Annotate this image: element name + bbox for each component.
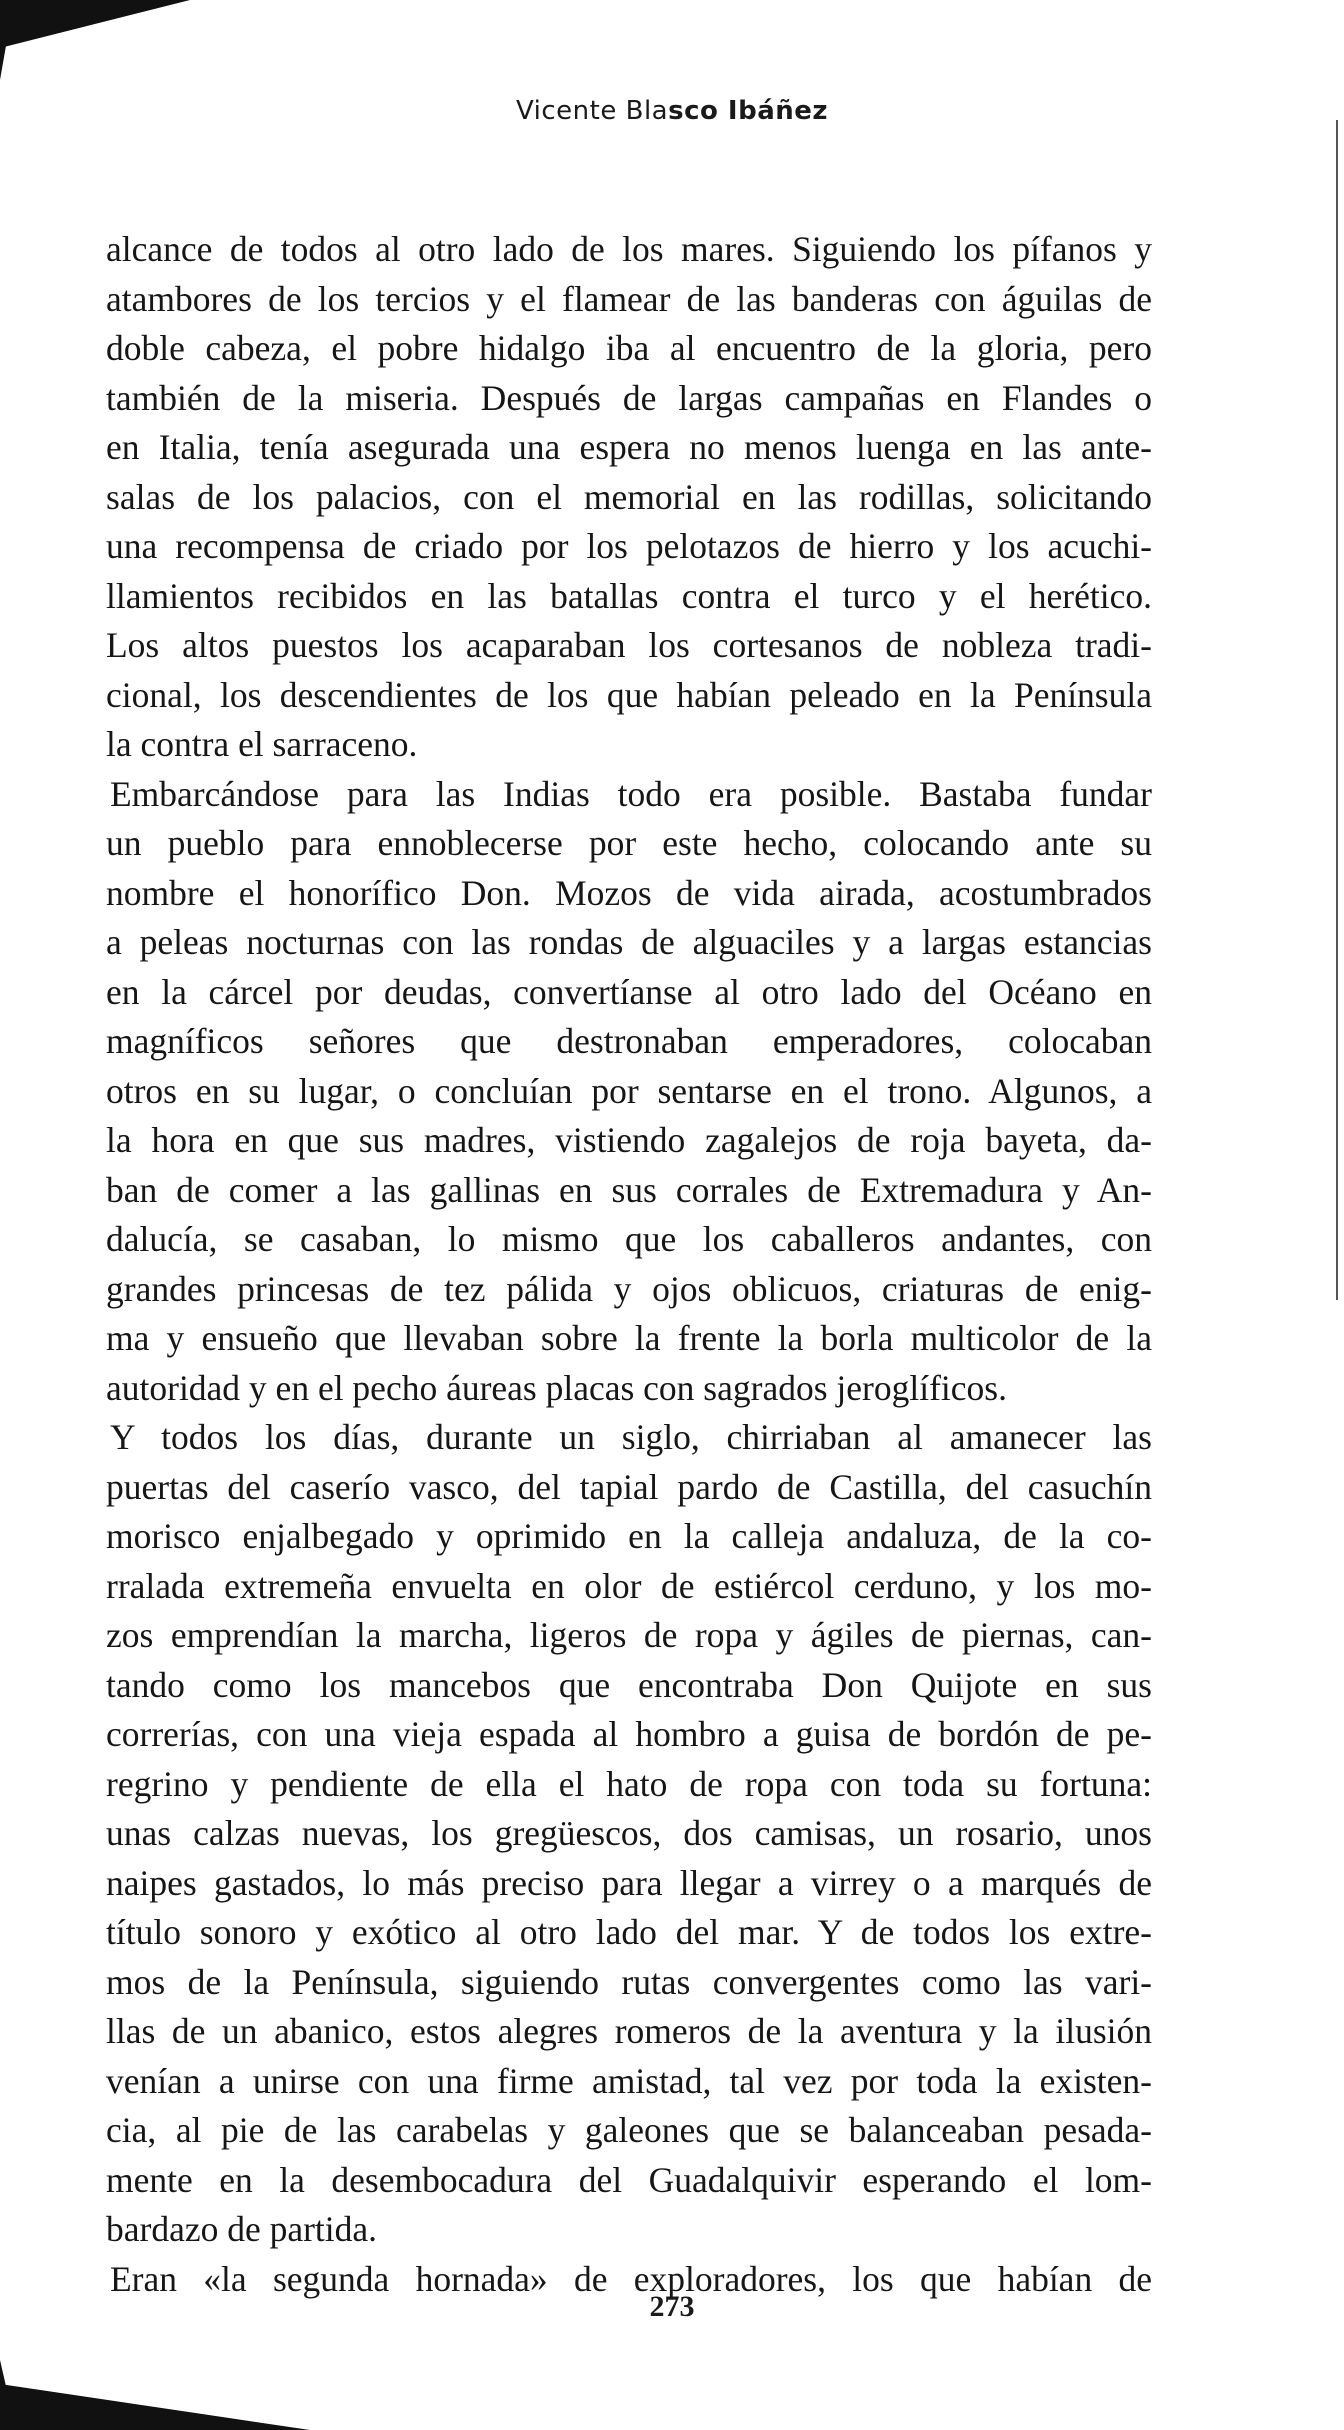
text-line: Eran «la segunda hornada» de exploradores, los que habían de [110, 2258, 1152, 2299]
text-line: mos de la Península, siguiendo rutas convergentes como las vari- [106, 1961, 1152, 2002]
text-line: cia, al pie de las carabelas y galeones que se balanceaban pesada- [106, 2110, 1152, 2150]
running-header [0, 96, 1344, 126]
header-author-last: sco Ibáñez [668, 96, 829, 126]
text-line: dalucía, se casaban, lo mismo que los caballeros andantes, con [106, 1219, 1152, 1259]
text-line: Y todos los días, durante un siglo, chirriaban al amanecer las [110, 1417, 1152, 1457]
text-line: título sonoro y exótico al otro lado del mar. Y de todos los extre- [106, 1912, 1152, 1952]
text-line: rralada extremeña envuelta en olor de estiércol cerduno, y los mo- [106, 1565, 1152, 1606]
text-line: regrino y pendiente de ella el hato de ropa con toda su fortuna: [106, 1763, 1152, 1804]
text-line: también de la miseria. Después de largas campañas en Flandes o [106, 377, 1152, 418]
scan-shadow-top-left-edge [0, 0, 14, 80]
text-line: en la cárcel por deudas, convertíanse al otro lado del Océano en [106, 971, 1152, 1012]
text-line: magníficos señores que destronaban emperadores, colocaban [106, 1021, 1152, 1061]
text-line: un pueblo para ennoblecerse por este hecho, colocando ante su [106, 823, 1152, 863]
text-line: Los altos puestos los acaparaban los cortesanos de nobleza tradi- [106, 625, 1152, 665]
text-line: una recompensa de criado por los pelotazos de hierro y los acuchi- [106, 526, 1152, 566]
scan-shadow-bottom-left-edge [0, 2360, 16, 2430]
text-line: tando como los mancebos que encontraba Don Quijote en sus [106, 1664, 1152, 1705]
text-line: la hora en que sus madres, vistiendo zagalejos de roja bayeta, da- [106, 1120, 1152, 1160]
text-line: venían a unirse con una firme amistad, tal vez por toda la existen- [106, 2060, 1152, 2101]
text-line: morisco enjalbegado y oprimido en la calleja andaluza, de la co- [106, 1516, 1152, 1556]
text-line: atambores de los tercios y el flamear de las banderas con águilas de [106, 278, 1152, 319]
text-line: mente en la desembocadura del Guadalquivir esperando el lom- [106, 2159, 1152, 2200]
scan-shadow-top-left [0, 0, 190, 48]
text-line: grandes princesas de tez pálida y ojos oblicuos, criaturas de enig- [106, 1268, 1152, 1309]
header-author-first: Vicente Bla [515, 96, 669, 126]
text-line: la contra el sarraceno. [106, 724, 418, 764]
page-number: 273 [649, 2290, 695, 2323]
text-line: doble cabeza, el pobre hidalgo iba al encuentro de la gloria, pero [106, 328, 1152, 368]
text-line: ma y ensueño que llevaban sobre la frente la borla multicolor de la [106, 1318, 1152, 1358]
text-line: ban de comer a las gallinas en sus corrales de Extremadura y An- [106, 1169, 1152, 1210]
text-line: unas calzas nuevas, los gregüescos, dos camisas, un rosario, unos [106, 1813, 1152, 1853]
scan-shadow-bottom-left [0, 2384, 310, 2430]
text-line: en Italia, tenía asegurada una espera no menos luenga en las ante- [106, 427, 1152, 467]
body-text [106, 225, 1152, 2304]
text-line: llamientos recibidos en las batallas contra el turco y el herético. [106, 575, 1152, 616]
text-line: Embarcándose para las Indias todo era posible. Bastaba fundar [110, 773, 1152, 814]
text-line: otros en su lugar, o concluían por sentarse en el trono. Algunos, a [106, 1070, 1152, 1111]
text-line: cional, los descendientes de los que habían peleado en la Península [106, 674, 1152, 715]
text-line: autoridad y en el pecho áureas placas con sagrados jeroglíficos. [106, 1367, 1007, 1408]
text-line: nombre el honorífico Don. Mozos de vida airada, acostumbrados [106, 872, 1152, 913]
text-line: zos emprendían la marcha, ligeros de ropa y ágiles de piernas, can- [106, 1615, 1152, 1655]
text-line: a peleas nocturnas con las rondas de alguaciles y a largas estancias [106, 922, 1152, 962]
text-line: correrías, con una vieja espada al hombro a guisa de bordón de pe- [106, 1714, 1152, 1754]
text-line: naipes gastados, lo más preciso para llegar a virrey o a marqués de [106, 1862, 1152, 1903]
text-line: llas de un abanico, estos alegres romeros de la aventura y la ilusión [106, 2011, 1152, 2051]
text-line: salas de los palacios, con el memorial en las rodillas, solicitando [106, 476, 1152, 517]
text-line: bardazo de partida. [106, 2209, 378, 2249]
text-line: puertas del caserío vasco, del tapial pardo de Castilla, del casuchín [106, 1466, 1152, 1507]
scan-edge-right [1336, 120, 1338, 1300]
text-line: alcance de todos al otro lado de los mares. Siguiendo los pífanos y [106, 229, 1152, 269]
